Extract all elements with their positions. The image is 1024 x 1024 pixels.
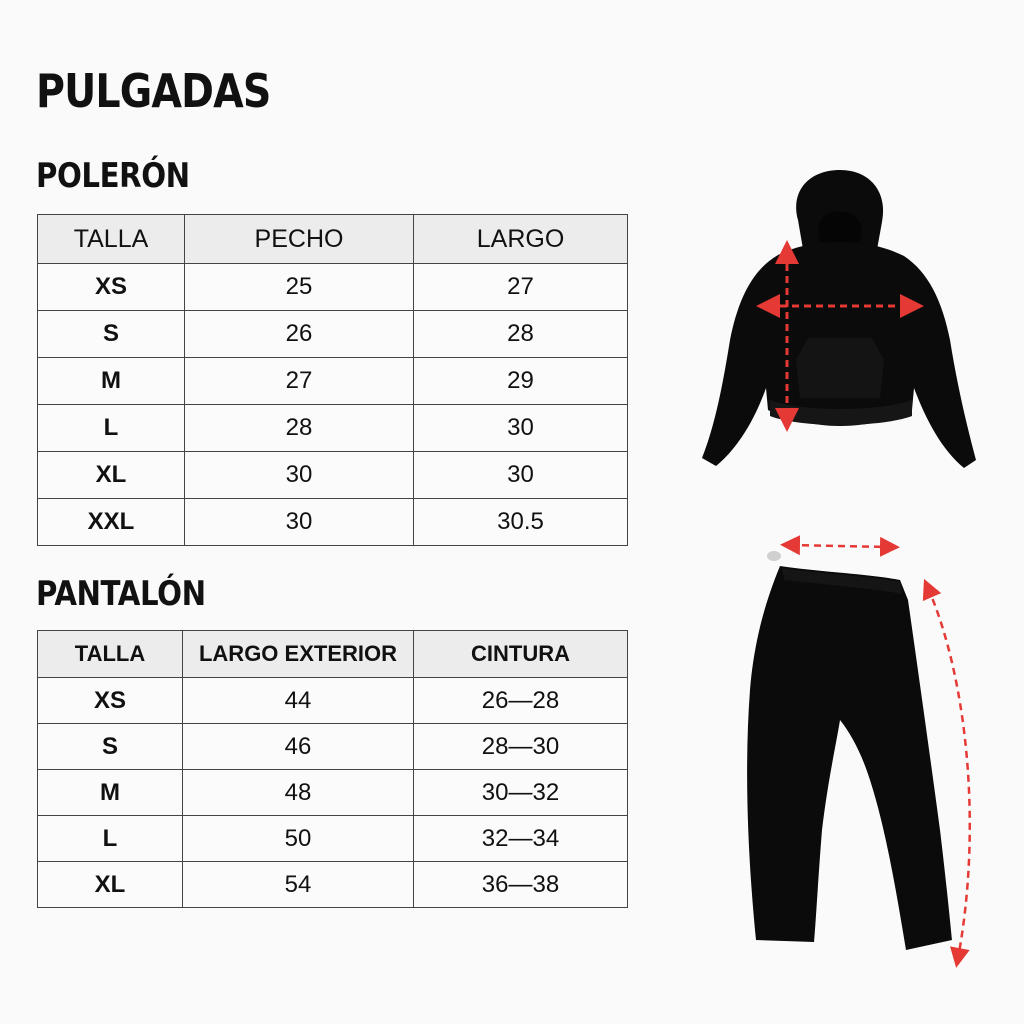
hoodie-shape [702, 170, 976, 468]
table-row [38, 358, 628, 405]
page-title: PULGADAS [36, 64, 271, 118]
table-row [38, 862, 628, 908]
length-cell: 27 [414, 264, 628, 311]
waist-cell: 26—28 [414, 678, 628, 724]
size-cell: L [38, 816, 183, 862]
outseam-cell: 44 [183, 678, 414, 724]
hoodie-section-title: POLERÓN [36, 156, 190, 196]
table-row [38, 499, 628, 546]
table-row [38, 678, 628, 724]
outseam-cell: 46 [183, 724, 414, 770]
waist-cell: 32—34 [414, 816, 628, 862]
outseam-cell: 54 [183, 862, 414, 908]
hoodie-illustration [680, 160, 1000, 480]
waist-cell: 30—32 [414, 770, 628, 816]
outseam-cell: 50 [183, 816, 414, 862]
chest-cell: 28 [185, 405, 414, 452]
column-header-cintura: CINTURA [414, 631, 628, 678]
waist-measure-line [790, 545, 890, 547]
hoodie-size-table [37, 214, 628, 546]
table-row [38, 452, 628, 499]
size-cell: XL [38, 862, 183, 908]
size-cell: XXL [38, 499, 185, 546]
size-cell: S [38, 311, 185, 358]
length-cell: 30 [414, 405, 628, 452]
pants-section-title: PANTALÓN [36, 574, 206, 614]
table-row [38, 724, 628, 770]
size-cell: XS [38, 264, 185, 311]
size-cell: S [38, 724, 183, 770]
table-row [38, 264, 628, 311]
size-cell: XL [38, 452, 185, 499]
size-cell: L [38, 405, 185, 452]
size-cell: M [38, 358, 185, 405]
table-row [38, 816, 628, 862]
waist-cell: 28—30 [414, 724, 628, 770]
column-header-largo-exterior: LARGO EXTERIOR [183, 631, 414, 678]
table-header-row [38, 631, 628, 678]
length-cell: 28 [414, 311, 628, 358]
chest-cell: 25 [185, 264, 414, 311]
pants-shape [747, 551, 952, 950]
outseam-cell: 48 [183, 770, 414, 816]
column-header-largo: LARGO [414, 215, 628, 264]
waist-cell: 36—38 [414, 862, 628, 908]
length-cell: 30 [414, 452, 628, 499]
size-cell: M [38, 770, 183, 816]
pants-size-table [37, 630, 628, 908]
column-header-talla: TALLA [38, 631, 183, 678]
column-header-pecho: PECHO [185, 215, 414, 264]
length-cell: 30.5 [414, 499, 628, 546]
table-row [38, 770, 628, 816]
length-cell: 29 [414, 358, 628, 405]
chest-cell: 30 [185, 499, 414, 546]
table-row [38, 405, 628, 452]
table-header-row [38, 215, 628, 264]
chest-cell: 26 [185, 311, 414, 358]
table-row [38, 311, 628, 358]
column-header-talla: TALLA [38, 215, 185, 264]
pants-illustration [700, 530, 1000, 970]
size-cell: XS [38, 678, 183, 724]
chest-cell: 27 [185, 358, 414, 405]
chest-cell: 30 [185, 452, 414, 499]
